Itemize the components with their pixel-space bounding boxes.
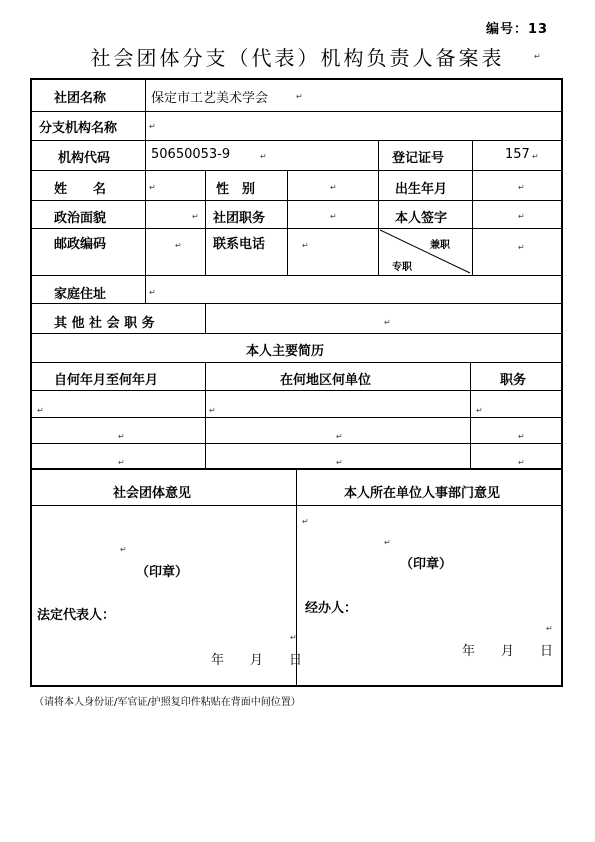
- reg-no-value: 157: [505, 147, 530, 162]
- para-mark-icon: ↵: [336, 458, 343, 467]
- para-mark-icon: ↵: [302, 517, 309, 526]
- phone-label: 联系电话: [213, 237, 266, 252]
- resume-col-time: 自何年月至何年月: [54, 373, 159, 388]
- name-label: 姓 名: [54, 182, 107, 197]
- para-mark-icon: ↵: [37, 406, 44, 415]
- para-mark-icon: ↵: [336, 432, 343, 441]
- para-mark-icon: ↵: [149, 122, 156, 131]
- para-mark-icon: ↵: [532, 152, 539, 161]
- para-mark-icon: ↵: [118, 432, 125, 441]
- para-mark-icon: ↵: [476, 406, 483, 415]
- para-mark-icon: ↵: [384, 318, 391, 327]
- para-mark-icon: ↵: [518, 243, 525, 252]
- resume-col-place: 在何地区何单位: [280, 373, 372, 388]
- para-mark-icon: ↵: [518, 432, 525, 441]
- para-mark-icon: ↵: [302, 241, 309, 250]
- para-mark-icon: ↵: [192, 212, 199, 221]
- org-name-value: 保定市工艺美术学会: [151, 91, 269, 106]
- legal-representative-label: 法定代表人：: [37, 608, 116, 623]
- footnote: （请将本人身份证/军官证/护照复印件粘贴在背面中间位置）: [34, 697, 301, 708]
- handler-label: 经办人：: [305, 601, 358, 616]
- political-status-label: 政治面貌: [54, 211, 107, 226]
- para-mark-icon: ↵: [546, 624, 553, 633]
- org-code-value: 50650053-9: [151, 147, 231, 162]
- para-mark-icon: ↵: [175, 241, 182, 250]
- para-mark-icon: ↵: [330, 212, 337, 221]
- address-label: 家庭住址: [54, 287, 107, 302]
- org-code-label: 机构代码: [58, 151, 111, 166]
- reg-no-label: 登记证号: [392, 151, 445, 166]
- birth-label: 出生年月: [395, 182, 448, 197]
- para-mark-icon: ↵: [518, 183, 525, 192]
- para-mark-icon: ↵: [149, 183, 156, 192]
- postcode-label: 邮政编码: [54, 237, 107, 252]
- fulltime-label: 专职: [392, 262, 412, 273]
- para-mark-icon: ↵: [534, 52, 541, 61]
- para-mark-icon: ↵: [118, 458, 125, 467]
- branch-name-label: 分支机构名称: [39, 121, 118, 136]
- para-mark-icon: ↵: [290, 633, 297, 642]
- parttime-label: 兼职: [430, 240, 450, 251]
- org-name-label: 社团名称: [54, 91, 107, 106]
- para-mark-icon: ↵: [120, 545, 127, 554]
- para-mark-icon: ↵: [149, 288, 156, 297]
- other-positions-label: 其 他 社 会 职 务: [54, 316, 155, 331]
- para-mark-icon: ↵: [209, 406, 216, 415]
- org-position-label: 社团职务: [213, 211, 266, 226]
- para-mark-icon: ↵: [296, 92, 303, 101]
- para-mark-icon: ↵: [518, 458, 525, 467]
- serial-number: 编号：13: [486, 22, 549, 37]
- para-mark-icon: ↵: [384, 538, 391, 547]
- para-mark-icon: ↵: [260, 152, 267, 161]
- gender-label: 性 别: [216, 182, 256, 197]
- org-date: 年 月 日: [211, 653, 303, 668]
- hr-stamp: （印章）: [400, 557, 453, 572]
- resume-col-position: 职务: [500, 373, 527, 388]
- para-mark-icon: ↵: [518, 212, 525, 221]
- signature-label: 本人签字: [395, 211, 448, 226]
- org-opinion-title: 社会团体意见: [113, 486, 192, 501]
- para-mark-icon: ↵: [330, 183, 337, 192]
- hr-opinion-title: 本人所在单位人事部门意见: [344, 486, 501, 501]
- form-title: 社会团体分支（代表）机构负责人备案表: [90, 46, 505, 70]
- hr-date: 年 月 日: [462, 644, 554, 659]
- org-stamp: （印章）: [136, 565, 189, 580]
- resume-heading: 本人主要简历: [246, 344, 325, 359]
